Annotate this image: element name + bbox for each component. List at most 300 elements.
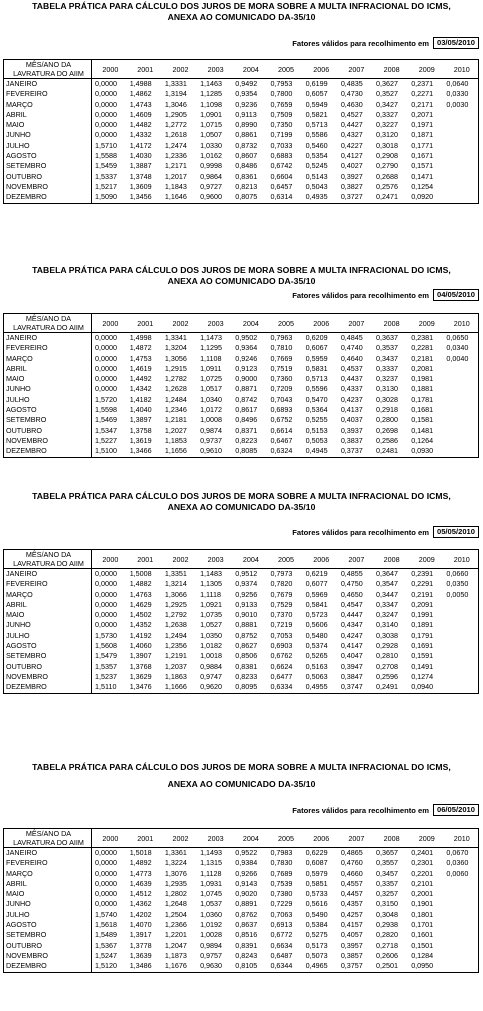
factor-cell: 1,2037: [164, 661, 187, 671]
factor-cell: 0,9757: [200, 950, 223, 960]
factor-cell: 0,1254: [411, 181, 434, 191]
factor-cell: [443, 662, 478, 672]
factor-cell: 1,0008: [200, 415, 223, 425]
table-row: [4, 951, 479, 961]
factor-cell: 0,8990: [235, 120, 258, 130]
title-line2: ANEXA AO COMUNICADO DA-35/10: [167, 276, 316, 286]
factor-cell: 0,1571: [411, 161, 434, 171]
factor-cell: [443, 182, 478, 192]
factor-cell: 0,0000: [95, 858, 117, 868]
factor-cell: 0,0030: [443, 100, 478, 110]
factor-cell: 0,9630: [197, 961, 232, 972]
factor-cell: 0,2301: [411, 858, 434, 868]
factor-cell: 0,0360: [443, 858, 478, 868]
factor-cell: 0,7043: [270, 394, 293, 404]
month-label: DEZEMBRO: [4, 961, 92, 972]
factor-cell: 1,5357: [95, 661, 117, 671]
factor-cell: 1,4753: [129, 353, 152, 363]
factor-cell: 0,5265: [305, 651, 328, 661]
factor-cell: 0,5713: [305, 374, 328, 384]
factor-cell: 0,5255: [305, 415, 328, 425]
title-line2: ANEXA AO COMUNICADO DA-35/10: [167, 779, 316, 789]
factor-cell: 0,3957: [340, 940, 363, 950]
year-header: 2010: [443, 550, 478, 569]
factor-cell: 1,5247: [95, 950, 117, 960]
factor-cell: [443, 600, 478, 610]
factor-cell: 0,6199: [305, 79, 328, 88]
factor-cell: 1,0745: [200, 889, 223, 899]
factor-cell: 0,4547: [340, 599, 363, 609]
month-label: JANEIRO: [4, 79, 92, 90]
factor-cell: 0,5969: [305, 589, 328, 599]
factor-cell: [443, 941, 478, 951]
factor-cell: 0,5384: [305, 920, 328, 930]
factor-cell: 0,9143: [235, 878, 258, 888]
month-label: DEZEMBRO: [4, 192, 92, 203]
factor-cell: 0,4027: [340, 161, 363, 171]
year-header: 2003: [197, 550, 232, 569]
factor-cell: 1,1295: [200, 343, 223, 353]
month-label: MARÇO: [4, 100, 92, 110]
year-header: 2002: [162, 60, 197, 79]
factor-cell: 1,5237: [95, 671, 117, 681]
factor-cell: 0,8516: [235, 930, 258, 940]
factor-cell: 0,9512: [235, 569, 258, 578]
factor-cell: 1,2935: [164, 878, 187, 888]
year-header: 2000: [92, 314, 127, 333]
factor-cell: 1,1656: [162, 446, 197, 457]
factor-cell: 1,4182: [129, 394, 152, 404]
factor-cell: 1,0931: [200, 878, 223, 888]
factor-cell: 1,0330: [200, 140, 223, 150]
month-label: JULHO: [4, 395, 92, 405]
table-row: [4, 192, 479, 203]
factor-cell: 1,5347: [95, 425, 117, 435]
factor-cell: 0,3827: [340, 181, 363, 191]
year-header: 2001: [127, 60, 162, 79]
factor-cell: 0,8391: [235, 940, 258, 950]
factor-cell: 0,7679: [270, 589, 293, 599]
factor-cell: 1,3466: [127, 446, 162, 457]
month-label: JANEIRO: [4, 569, 92, 580]
factor-cell: 1,0172: [200, 405, 223, 415]
month-label: MAIO: [4, 610, 92, 620]
factor-cell: [443, 446, 478, 457]
month-label: JULHO: [4, 631, 92, 641]
factor-cell: 0,3847: [340, 671, 363, 681]
factor-cell: 1,3456: [127, 192, 162, 203]
year-header: 2005: [267, 550, 302, 569]
factor-cell: 1,3768: [129, 661, 152, 671]
factor-cell: 1,4619: [129, 363, 152, 373]
factor-cell: 0,0060: [443, 869, 478, 879]
factor-cell: 1,0340: [200, 394, 223, 404]
factor-cell: 0,3547: [376, 579, 398, 589]
factor-cell: 0,0000: [95, 89, 117, 99]
table-row: [4, 941, 479, 951]
table-row: [4, 343, 479, 353]
factor-cell: 0,8881: [235, 620, 258, 630]
factor-cell: 1,4202: [129, 909, 152, 919]
factor-cell: 0,1601: [411, 930, 434, 940]
month-label: OUTUBRO: [4, 941, 92, 951]
factor-cell: 1,2474: [164, 140, 187, 150]
factor-cell: 0,6752: [270, 415, 293, 425]
factor-cell: 0,3327: [376, 109, 398, 119]
factor-cell: 0,6057: [305, 89, 328, 99]
factor-cell: 0,9747: [200, 671, 223, 681]
factor-cell: 0,1471: [411, 171, 434, 181]
header-label: MÊS/ANO DA LAVRATURA DO AIIM: [4, 314, 92, 333]
month-label: MAIO: [4, 120, 92, 130]
factor-cell: 1,4192: [129, 630, 152, 640]
factor-cell: 0,1284: [411, 950, 434, 960]
factor-cell: 0,4527: [340, 109, 363, 119]
factor-cell: 1,5008: [129, 569, 152, 578]
factor-cell: 0,5460: [305, 140, 328, 150]
factor-cell: 0,4935: [303, 192, 338, 203]
factor-cell: 1,2201: [164, 930, 187, 940]
factor-cell: 0,3447: [376, 589, 398, 599]
factor-cell: 1,4763: [129, 589, 152, 599]
factor-cell: 0,7830: [270, 858, 293, 868]
factor-cell: 0,9236: [235, 99, 258, 109]
factor-cell: 0,0000: [95, 610, 117, 620]
factor-cell: 1,4352: [129, 620, 152, 630]
year-header: 2005: [267, 829, 302, 848]
factor-cell: 1,2504: [164, 909, 187, 919]
month-label: SETEMBRO: [4, 161, 92, 171]
table-row: [4, 858, 479, 868]
year-header: 2001: [127, 550, 162, 569]
factor-cell: 0,3028: [376, 394, 398, 404]
factor-cell: 1,2782: [164, 374, 187, 384]
factor-cell: 0,5851: [305, 878, 328, 888]
factor-cell: 0,0000: [95, 99, 117, 109]
factor-cell: 0,4147: [340, 641, 363, 651]
table-row: [4, 662, 479, 672]
factor-cell: 0,9864: [200, 171, 223, 181]
table-row: [4, 446, 479, 457]
year-header: 2007: [338, 550, 373, 569]
factor-cell: [443, 651, 478, 661]
factor-cell: 0,7360: [270, 374, 293, 384]
factor-cell: 0,0350: [443, 579, 478, 589]
factor-cell: 1,1128: [200, 868, 222, 878]
factor-cell: 1,5120: [92, 961, 127, 972]
factor-cell: 0,8506: [235, 651, 258, 661]
factor-cell: 0,7219: [270, 620, 293, 630]
factor-cell: 1,4773: [129, 868, 152, 878]
factor-cell: 1,2171: [164, 161, 187, 171]
factor-cell: 0,4047: [340, 651, 363, 661]
table-row: [4, 920, 479, 930]
table-row: [4, 682, 479, 693]
factor-cell: 1,0921: [200, 599, 223, 609]
factor-cell: 1,3917: [129, 930, 152, 940]
factor-cell: 0,3527: [376, 89, 398, 99]
factor-cell: 0,3737: [338, 446, 373, 457]
factor-cell: 0,1881: [411, 384, 434, 394]
factor-cell: [443, 172, 478, 182]
factor-cell: 1,2915: [164, 363, 187, 373]
factor-cell: 1,0735: [200, 610, 223, 620]
factor-cell: 0,6344: [267, 961, 302, 972]
year-header: 2008: [373, 829, 408, 848]
factor-cell: 0,1891: [411, 620, 434, 630]
factor-cell: 1,4492: [129, 374, 152, 384]
month-label: FEVEREIRO: [4, 579, 92, 589]
factor-cell: 0,5949: [305, 99, 328, 109]
year-header: 2003: [197, 314, 232, 333]
factor-cell: 0,8752: [235, 630, 258, 640]
factor-cell: 0,9600: [197, 192, 232, 203]
title-line1: TABELA PRÁTICA PARA CÁLCULO DOS JUROS DE MORA SOBRE A MULTA INFRACIONAL DO ICMS,: [32, 265, 451, 275]
factor-cell: 0,0650: [443, 333, 478, 344]
factor-cell: 1,2356: [164, 641, 187, 651]
factor-cell: 0,2501: [373, 961, 408, 972]
factor-row: [292, 804, 479, 816]
year-header: 2005: [267, 60, 302, 79]
month-label: OUTUBRO: [4, 662, 92, 672]
factor-cell: 0,2101: [411, 878, 434, 888]
factor-cell: 1,0537: [200, 899, 223, 909]
factor-cell: [443, 364, 478, 374]
factor-cell: 0,3130: [376, 384, 398, 394]
year-header: 2002: [162, 829, 197, 848]
factor-cell: 1,4172: [129, 140, 152, 150]
month-label: AGOSTO: [4, 405, 92, 415]
factor-cell: [443, 395, 478, 405]
month-label: SETEMBRO: [4, 415, 92, 425]
factor-cell: 1,5459: [95, 161, 117, 171]
factor-cell: 0,5841: [305, 599, 328, 609]
table-row: [4, 600, 479, 610]
factor-cell: 0,5073: [305, 950, 328, 960]
date-box: 03/05/2010: [433, 37, 479, 49]
factor-cell: 0,7199: [270, 130, 293, 140]
factor-cell: 0,6893: [270, 405, 293, 415]
factor-cell: 0,0050: [443, 590, 478, 600]
factor-cell: 0,8762: [235, 909, 258, 919]
factor-cell: 0,3337: [376, 363, 398, 373]
factor-cell: 0,7689: [270, 868, 293, 878]
factor-cell: 0,9010: [235, 610, 258, 620]
factor-cell: 1,0527: [200, 620, 223, 630]
factor-cell: 0,7519: [270, 363, 293, 373]
month-label: MARÇO: [4, 354, 92, 364]
factor-cell: [443, 910, 478, 920]
factor-cell: 1,1108: [200, 353, 222, 363]
factor-cell: 1,1483: [200, 569, 223, 578]
factor-cell: 1,1473: [200, 333, 223, 342]
title-line1: TABELA PRÁTICA PARA CÁLCULO DOS JUROS DE MORA SOBRE A MULTA INFRACIONAL DO ICMS,: [32, 1, 451, 11]
factor-cell: 1,4342: [129, 384, 152, 394]
factor-cell: 1,3619: [129, 435, 152, 445]
factor-cell: 0,2586: [376, 435, 398, 445]
factor-cell: 1,2047: [164, 940, 187, 950]
factor-cell: 1,1463: [200, 79, 223, 88]
factor-cell: 0,2001: [411, 889, 434, 899]
factor-cell: 0,2181: [411, 353, 434, 363]
factor-cell: 0,1901: [411, 899, 434, 909]
factor-cell: 0,2698: [376, 425, 398, 435]
factor-cell: 1,2346: [164, 405, 187, 415]
factor-cell: 0,7539: [270, 878, 293, 888]
factor-cell: 0,2291: [411, 579, 434, 589]
year-header: 2001: [127, 829, 162, 848]
factor-cell: 0,8361: [235, 171, 258, 181]
factor-cell: 0,7063: [270, 909, 293, 919]
factor-cell: 1,5618: [95, 920, 117, 930]
factor-cell: 0,3937: [340, 425, 363, 435]
table-row: [4, 961, 479, 972]
factor-cell: 0,2938: [376, 920, 398, 930]
factor-cell: 0,6324: [267, 446, 302, 457]
factor-cell: 1,3204: [164, 343, 187, 353]
factor-cell: 0,1681: [411, 405, 434, 415]
factor-cell: 1,1315: [200, 858, 223, 868]
factor-cell: 0,8627: [235, 641, 258, 651]
factor-cell: 0,5606: [305, 620, 328, 630]
factor-cell: 0,2810: [376, 651, 398, 661]
factor-cell: [443, 682, 478, 693]
factor-cell: 0,8223: [235, 435, 258, 445]
factor-cell: 1,0182: [200, 641, 223, 651]
factor-cell: 0,2391: [411, 569, 434, 578]
factor-cell: 0,3947: [340, 661, 363, 671]
factor-cell: 1,2027: [164, 425, 187, 435]
factor-cell: 0,3427: [376, 99, 398, 109]
factor-cell: 0,6467: [270, 435, 293, 445]
month-label: MAIO: [4, 889, 92, 899]
factor-cell: 0,9256: [235, 589, 258, 599]
factor-cell: 0,7053: [270, 630, 293, 640]
title-line2: ANEXA AO COMUNICADO DA-35/10: [167, 12, 316, 22]
factor-cell: 0,0330: [443, 89, 478, 99]
factor-cell: 0,0000: [95, 79, 117, 88]
factor-cell: 0,4630: [340, 99, 363, 109]
year-header: 2010: [443, 829, 478, 848]
month-label: JUNHO: [4, 130, 92, 140]
month-label: ABRIL: [4, 110, 92, 120]
factor-cell: 1,2802: [164, 889, 187, 899]
factor-cell: 1,5227: [95, 435, 117, 445]
year-header: 2000: [92, 829, 127, 848]
factor-cell: [443, 889, 478, 899]
factor-cell: 0,2790: [376, 161, 398, 171]
factor-cell: 0,2820: [376, 930, 398, 940]
factor-cell: 0,3018: [376, 140, 398, 150]
factor-cell: 0,8243: [235, 950, 258, 960]
factor-cell: 0,6067: [305, 343, 328, 353]
factor-cell: 0,3257: [376, 889, 398, 899]
factor-cell: 0,5053: [305, 435, 328, 445]
factor-cell: 0,2471: [373, 192, 408, 203]
month-label: ABRIL: [4, 600, 92, 610]
factor-cell: 0,9354: [235, 89, 258, 99]
factor-cell: 0,9884: [200, 661, 223, 671]
factor-cell: 1,3778: [129, 940, 152, 950]
factor-cell: 0,5586: [305, 130, 328, 140]
factor-cell: 1,3214: [164, 579, 187, 589]
factor-cell: 0,4955: [303, 682, 338, 693]
month-label: DEZEMBRO: [4, 446, 92, 457]
year-header: 2010: [443, 314, 478, 333]
factor-cell: 0,3437: [376, 353, 398, 363]
factors-table: [3, 828, 479, 973]
factor-cell: [443, 951, 478, 961]
factor-cell: 0,0000: [95, 579, 117, 589]
table-row: [4, 333, 479, 344]
table-row: [4, 848, 479, 859]
factor-cell: 1,2618: [164, 130, 187, 140]
factor-cell: 0,1491: [411, 661, 434, 671]
factor-cell: 1,4743: [129, 99, 152, 109]
factor-cell: 1,1285: [200, 89, 223, 99]
factor-cell: 0,6077: [305, 579, 328, 589]
factor-cell: 0,3637: [376, 333, 398, 342]
factor-cell: 1,2628: [164, 384, 187, 394]
factor-cell: 0,8486: [235, 161, 258, 171]
factor-cell: 0,0000: [95, 889, 117, 899]
factor-cell: 0,4437: [340, 374, 363, 384]
factor-cell: 0,0000: [95, 620, 117, 630]
table-row: [4, 590, 479, 600]
factor-cell: 1,5479: [95, 651, 117, 661]
factor-cell: 1,5588: [95, 151, 117, 161]
factor-cell: 0,7529: [270, 599, 293, 609]
factor-cell: 0,9133: [235, 599, 258, 609]
date-box: 06/05/2010: [433, 804, 479, 816]
factor-cell: 0,0000: [95, 589, 117, 599]
factor-cell: 0,3857: [340, 950, 363, 960]
factor-cell: [443, 961, 478, 972]
title-line1: TABELA PRÁTICA PARA CÁLCULO DOS JUROS DE MORA SOBRE A MULTA INFRACIONAL DO ICMS,: [32, 491, 451, 501]
factor-cell: 1,3476: [127, 682, 162, 693]
table-row: [4, 161, 479, 171]
factor-cell: 0,0640: [443, 79, 478, 90]
month-label: JULHO: [4, 910, 92, 920]
factor-cell: 1,5367: [95, 940, 117, 950]
table-row: [4, 100, 479, 110]
factor-label: Fatores válidos para recolhimento em: [292, 290, 429, 300]
factor-cell: 0,4037: [340, 415, 363, 425]
factor-cell: 1,2792: [164, 610, 187, 620]
table-row: [4, 610, 479, 620]
factor-cell: 1,0911: [200, 363, 222, 373]
factor-cell: 0,8075: [232, 192, 267, 203]
factor-cell: 0,9737: [200, 435, 223, 445]
factor-cell: 0,1481: [411, 425, 434, 435]
factor-cell: [443, 384, 478, 394]
factor-cell: 0,9020: [235, 889, 258, 899]
month-label: MAIO: [4, 374, 92, 384]
factor-cell: 0,0340: [443, 343, 478, 353]
factor-cell: 0,9123: [235, 363, 258, 373]
factor-cell: 0,8085: [232, 446, 267, 457]
factor-cell: 1,0725: [200, 374, 223, 384]
factor-cell: 0,0950: [408, 961, 443, 972]
factor-cell: 0,7669: [270, 353, 293, 363]
year-header: 2003: [197, 829, 232, 848]
month-label: NOVEMBRO: [4, 182, 92, 192]
year-header: 2000: [92, 550, 127, 569]
factor-cell: [443, 192, 478, 203]
factor-cell: [443, 120, 478, 130]
factor-cell: 0,4650: [340, 589, 363, 599]
factor-cell: 1,4882: [129, 579, 152, 589]
